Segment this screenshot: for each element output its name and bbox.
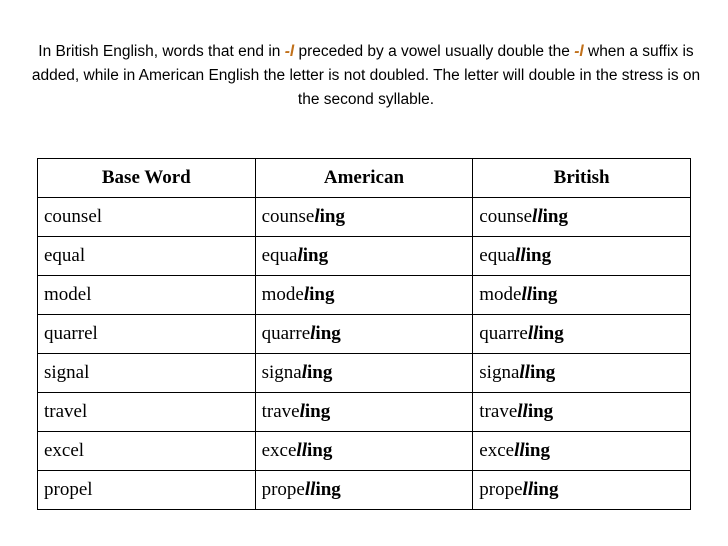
american-stem: prope (261, 479, 305, 500)
american-suffix: ing (319, 206, 346, 227)
table-row (38, 198, 691, 237)
cell-base-word: equal (38, 237, 256, 276)
cell-base-word: model (38, 276, 256, 315)
british-suffix: ing (524, 440, 551, 461)
cell-base-word: travel (38, 393, 256, 432)
british-mid: ll (522, 479, 534, 500)
american-mid: l (297, 245, 303, 266)
cell-base-word: propel (38, 471, 256, 510)
cell-base-word: quarrel (38, 315, 256, 354)
american-mid: l (314, 206, 320, 227)
american-suffix: ing (309, 284, 335, 305)
american-suffix: ing (315, 323, 341, 344)
british-stem: counse (479, 206, 533, 227)
cell-british (473, 198, 691, 237)
american-stem: trave (261, 401, 300, 422)
cell-american (255, 237, 473, 276)
american-suffix: ing (304, 401, 331, 422)
british-suffix: ing (529, 362, 556, 383)
british-stem: exce (479, 440, 515, 461)
table-row (38, 276, 691, 315)
british-suffix: ing (525, 245, 552, 266)
american-mid: ll (304, 479, 316, 500)
british-stem: quarre (479, 323, 528, 344)
british-stem: mode (479, 284, 522, 305)
british-mid: ll (515, 245, 526, 266)
british-mid: ll (527, 323, 539, 344)
cell-british (473, 276, 691, 315)
table-row (38, 237, 691, 276)
british-mid: ll (519, 362, 530, 383)
american-mid: l (301, 362, 307, 383)
british-suffix: ing (542, 206, 568, 227)
cell-british (473, 471, 691, 510)
american-suffix: ing (307, 362, 333, 383)
british-mid: ll (514, 440, 525, 461)
table-row (38, 315, 691, 354)
cell-base-word: excel (38, 432, 256, 471)
american-stem: counse (261, 206, 315, 227)
cell-base-word: signal (38, 354, 256, 393)
intro-text-part3: when a suffix is added, while in American English the letter is not doubled. The letter will double in the stress is on the second syllable. (31, 43, 701, 108)
cell-british (473, 315, 691, 354)
intro-text-part2: preceded by a vowel usually double the (294, 43, 575, 60)
british-mid: ll (521, 284, 533, 305)
table-row (38, 471, 691, 510)
british-stem: signa (479, 362, 520, 383)
table-row (38, 432, 691, 471)
cell-american (255, 315, 473, 354)
british-stem: equa (479, 245, 516, 266)
cell-american (255, 471, 473, 510)
british-mid: ll (517, 401, 528, 422)
american-mid: l (299, 401, 305, 422)
cell-british (473, 237, 691, 276)
british-mid: ll (532, 206, 543, 227)
british-stem: trave (479, 401, 518, 422)
american-stem: signa (261, 362, 302, 383)
british-suffix: ing (527, 401, 554, 422)
american-suffix: ing (302, 245, 329, 266)
cell-american (255, 198, 473, 237)
cell-british (473, 354, 691, 393)
american-stem: quarre (261, 323, 311, 344)
british-stem: prope (479, 479, 523, 500)
cell-american (255, 432, 473, 471)
american-stem: exce (261, 440, 297, 461)
american-mid: l (310, 323, 316, 344)
american-stem: mode (261, 284, 304, 305)
header-american: American (255, 159, 473, 198)
british-suffix: ing (533, 479, 559, 500)
british-suffix: ing (538, 323, 564, 344)
table-row (38, 393, 691, 432)
american-mid: l (303, 284, 310, 305)
spelling-table (37, 158, 691, 510)
header-british: British (473, 159, 691, 198)
intro-text-part1: In British English, words that end in (38, 43, 285, 60)
cell-base-word: counsel (38, 198, 256, 237)
table-row (38, 354, 691, 393)
intro-paragraph (30, 40, 702, 112)
american-suffix: ing (315, 479, 341, 500)
header-row (38, 159, 691, 198)
suffix-marker-1: -l (284, 43, 295, 60)
cell-american (255, 354, 473, 393)
american-mid: ll (296, 440, 307, 461)
american-stem: equa (261, 245, 298, 266)
header-base-word: Base Word (38, 159, 256, 198)
cell-british (473, 393, 691, 432)
cell-american (255, 393, 473, 432)
table-body (38, 198, 691, 510)
american-suffix: ing (306, 440, 333, 461)
british-suffix: ing (532, 284, 558, 305)
cell-american (255, 276, 473, 315)
suffix-marker-2: -l (574, 43, 584, 60)
cell-british (473, 432, 691, 471)
